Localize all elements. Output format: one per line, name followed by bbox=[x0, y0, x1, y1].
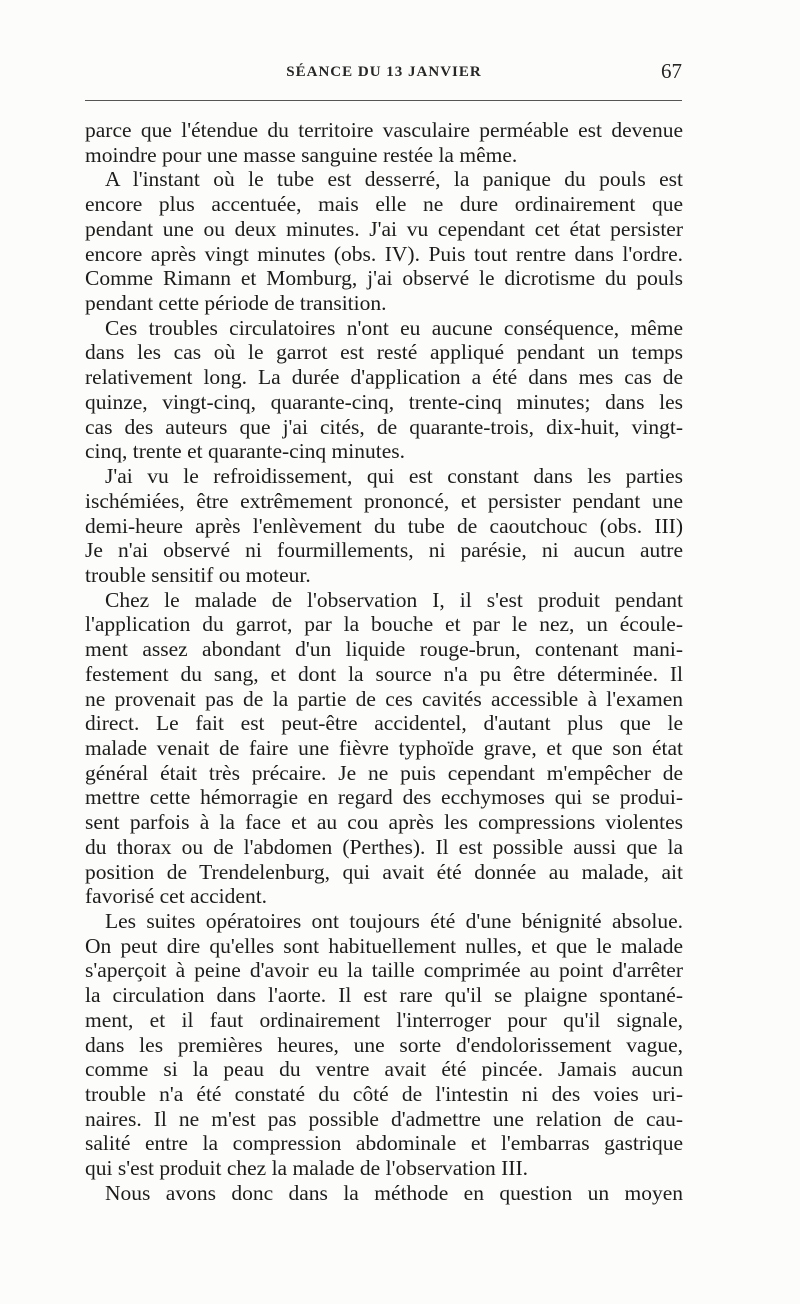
text-line: pendant cette période de transition. bbox=[85, 291, 387, 316]
text-line: la circulation dans l'aorte. Il est rare qu'il se plaigne spontané- bbox=[85, 983, 683, 1008]
text-line: comme si la peau du ventre avait été pincée. Jamais aucun bbox=[85, 1057, 683, 1082]
text-line: ne provenait pas de la partie de ces cavités accessible à l'examen bbox=[85, 686, 683, 711]
text-line: ischémiées, être extrêmement prononcé, et persister pendant une bbox=[85, 488, 683, 513]
text-line: s'aperçoit à peine d'avoir eu la taille comprimée au point d'arrêter bbox=[85, 958, 683, 983]
text-line: pendant une ou deux minutes. J'ai vu cependant cet état persister bbox=[85, 216, 683, 241]
text-line: général était très précaire. Je ne puis cependant m'empêcher de bbox=[85, 760, 683, 785]
text-line: du thorax ou de l'abdomen (Perthes). Il est possible aussi que la bbox=[85, 834, 683, 859]
paragraph bbox=[85, 464, 683, 588]
paragraph bbox=[85, 1181, 683, 1206]
running-title: SÉANCE DU 13 JANVIER bbox=[286, 64, 482, 80]
text-line: dans les cas où le garrot est resté appliqué pendant un temps bbox=[85, 340, 683, 365]
header-rule bbox=[85, 100, 682, 101]
paragraph bbox=[85, 909, 683, 1181]
text-line: parce que l'étendue du territoire vasculaire perméable est devenue bbox=[85, 118, 683, 142]
text-line: salité entre la compression abdominale et l'embarras gastrique bbox=[85, 1131, 683, 1156]
text-line: qui s'est produit chez la malade de l'observation III. bbox=[85, 1156, 528, 1181]
text-line: A l'instant où le tube est desserré, la panique du pouls est bbox=[105, 167, 683, 192]
text-line: encore après vingt minutes (obs. IV). Puis tout rentre dans l'ordre. bbox=[85, 241, 683, 266]
text-line: trouble n'a été constaté du côté de l'intestin ni des voies uri- bbox=[85, 1082, 683, 1107]
page-number: 67 bbox=[661, 59, 682, 83]
text-line: Ces troubles circulatoires n'ont eu aucune conséquence, même bbox=[105, 315, 683, 340]
text-line: quinze, vingt-cinq, quarante-cinq, trente-cinq minutes; dans les bbox=[85, 389, 683, 414]
text-line: direct. Le fait est peut-être accidentel, d'autant plus que le bbox=[85, 711, 683, 736]
text-line: ment assez abondant d'un liquide rouge-brun, contenant mani- bbox=[85, 637, 683, 662]
text-line: malade venait de faire une fièvre typhoïde grave, et que son état bbox=[85, 735, 683, 760]
running-head bbox=[85, 60, 683, 84]
paragraph bbox=[85, 118, 683, 167]
text-line: Chez le malade de l'observation I, il s'est produit pendant bbox=[105, 587, 683, 612]
text-line: trouble sensitif ou moteur. bbox=[85, 562, 311, 587]
text-line: Nous avons donc dans la méthode en question un moyen bbox=[105, 1180, 683, 1205]
text-line: dans les premières heures, une sorte d'endolorissement vague, bbox=[85, 1032, 683, 1057]
text-line: moindre pour une masse sanguine restée la même. bbox=[85, 142, 518, 167]
paragraph bbox=[85, 167, 683, 315]
text-line: favorisé cet accident. bbox=[85, 884, 268, 909]
text-line: l'application du garrot, par la bouche et par le nez, un écoule- bbox=[85, 612, 683, 637]
paragraph bbox=[85, 588, 683, 909]
text-line: Je n'ai observé ni fourmillements, ni parésie, ni aucun autre bbox=[85, 538, 683, 563]
text-line: J'ai vu le refroidissement, qui est constant dans les parties bbox=[105, 464, 683, 489]
paragraph bbox=[85, 316, 683, 464]
text-line: On peut dire qu'elles sont habituellement nulles, et que le malade bbox=[85, 933, 683, 958]
text-line: demi-heure après l'enlèvement du tube de caoutchouc (obs. III) bbox=[85, 513, 683, 538]
text-line: encore plus accentuée, mais elle ne dure ordinairement que bbox=[85, 192, 683, 217]
text-line: Les suites opératoires ont toujours été d'une bénignité absolue. bbox=[105, 909, 683, 933]
text-line: relativement long. La durée d'application a été dans mes cas de bbox=[85, 365, 683, 390]
text-line: sent parfois à la face et au cou après les compressions violentes bbox=[85, 810, 683, 835]
text-line: ment, et il faut ordinairement l'interroger pour qu'il signale, bbox=[85, 1007, 683, 1032]
text-line: mettre cette hémorragie en regard des ecchymoses qui se produi- bbox=[85, 785, 683, 810]
text-line: position de Trendelenburg, qui avait été donnée au malade, ait bbox=[85, 859, 683, 884]
text-line: festement du sang, et dont la source n'a pu être déterminée. Il bbox=[85, 661, 683, 686]
text-line: Comme Rimann et Momburg, j'ai observé le dicrotisme du pouls bbox=[85, 266, 683, 291]
text-line: cinq, trente et quarante-cinq minutes. bbox=[85, 439, 405, 464]
body-text bbox=[85, 118, 683, 1206]
text-line: cas des auteurs que j'ai cités, de quarante-trois, dix-huit, vingt- bbox=[85, 414, 683, 439]
text-line: naires. Il ne m'est pas possible d'admettre une relation de cau- bbox=[85, 1106, 683, 1131]
